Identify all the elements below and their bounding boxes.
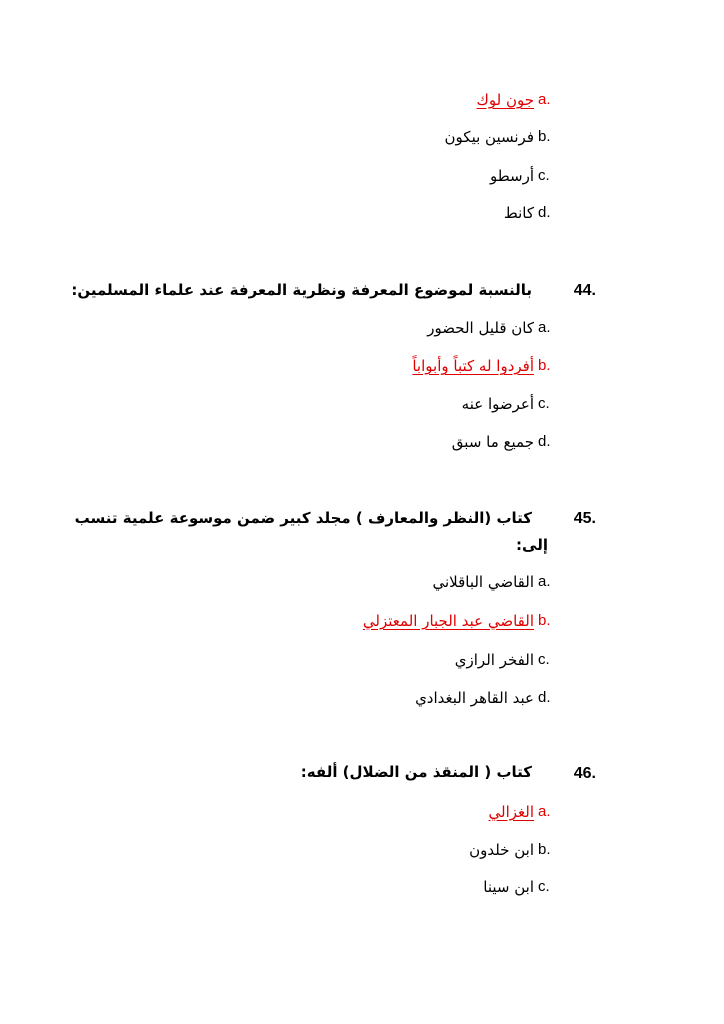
top-option-b — [445, 127, 552, 147]
option-text: جون لوك — [476, 91, 534, 109]
option-letter: b. — [538, 841, 551, 858]
option-letter: a. — [538, 91, 551, 108]
option-text: ابن سينا — [483, 878, 534, 896]
q46-option-a — [489, 802, 553, 822]
question-46-text: كتاب ( المنقذ من الضلال) ألفه: — [300, 763, 532, 781]
question-45-text-line1: كتاب (النظر والمعارف ) مجلد كبير ضمن موسوعة علمية تنسب — [74, 509, 532, 527]
question-45-number: 45. — [573, 510, 596, 527]
option-text: فرنسين بيكون — [444, 128, 534, 146]
option-text: أفردوا له كتباً وأبواباً — [412, 357, 534, 375]
option-letter: c. — [538, 167, 550, 184]
q45-option-a — [432, 572, 552, 592]
option-text: القاضي الباقلاني — [432, 573, 534, 591]
option-letter: a. — [538, 803, 551, 820]
option-letter: c. — [538, 651, 550, 668]
option-text: ابن خلدون — [469, 841, 534, 859]
q44-option-c — [462, 394, 552, 414]
option-text: الغزالي — [488, 803, 534, 821]
option-letter: b. — [538, 357, 551, 374]
q44-option-a — [427, 318, 552, 338]
question-44-number: 44. — [573, 282, 596, 299]
question-46-number: 46. — [573, 765, 596, 782]
option-letter: d. — [538, 204, 551, 221]
option-text: كان قليل الحضور — [427, 319, 534, 337]
q44-option-b — [412, 356, 552, 376]
option-text: أرسطو — [489, 167, 534, 185]
option-text: جميع ما سبق — [451, 433, 534, 451]
q45-option-b — [363, 611, 552, 631]
option-letter: b. — [538, 128, 551, 145]
option-letter: c. — [538, 395, 550, 412]
top-option-d — [504, 203, 552, 223]
option-letter: c. — [538, 878, 550, 895]
option-letter: d. — [538, 689, 551, 706]
option-text: أعرضوا عنه — [461, 395, 534, 413]
option-letter: d. — [538, 433, 551, 450]
q45-option-c — [455, 650, 552, 670]
q45-option-d — [415, 688, 552, 708]
top-option-c — [490, 166, 552, 186]
option-letter: b. — [538, 612, 551, 629]
option-text: القاضي عبد الجبار المعتزلي — [362, 612, 534, 630]
option-letter: a. — [538, 319, 551, 336]
q46-option-c — [483, 877, 552, 897]
top-option-a — [477, 90, 553, 110]
option-letter: a. — [538, 573, 551, 590]
q44-option-d — [452, 432, 552, 452]
question-45-text-line2: إلى: — [516, 536, 548, 554]
option-text: عبد القاهر البغدادي — [415, 689, 534, 707]
option-text: الفخر الرازي — [454, 651, 534, 669]
q46-option-b — [469, 840, 552, 860]
option-text: كانط — [503, 204, 534, 222]
question-44-text: بالنسبة لموضوع المعرفة ونظرية المعرفة عند علماء المسلمين: — [71, 281, 532, 299]
